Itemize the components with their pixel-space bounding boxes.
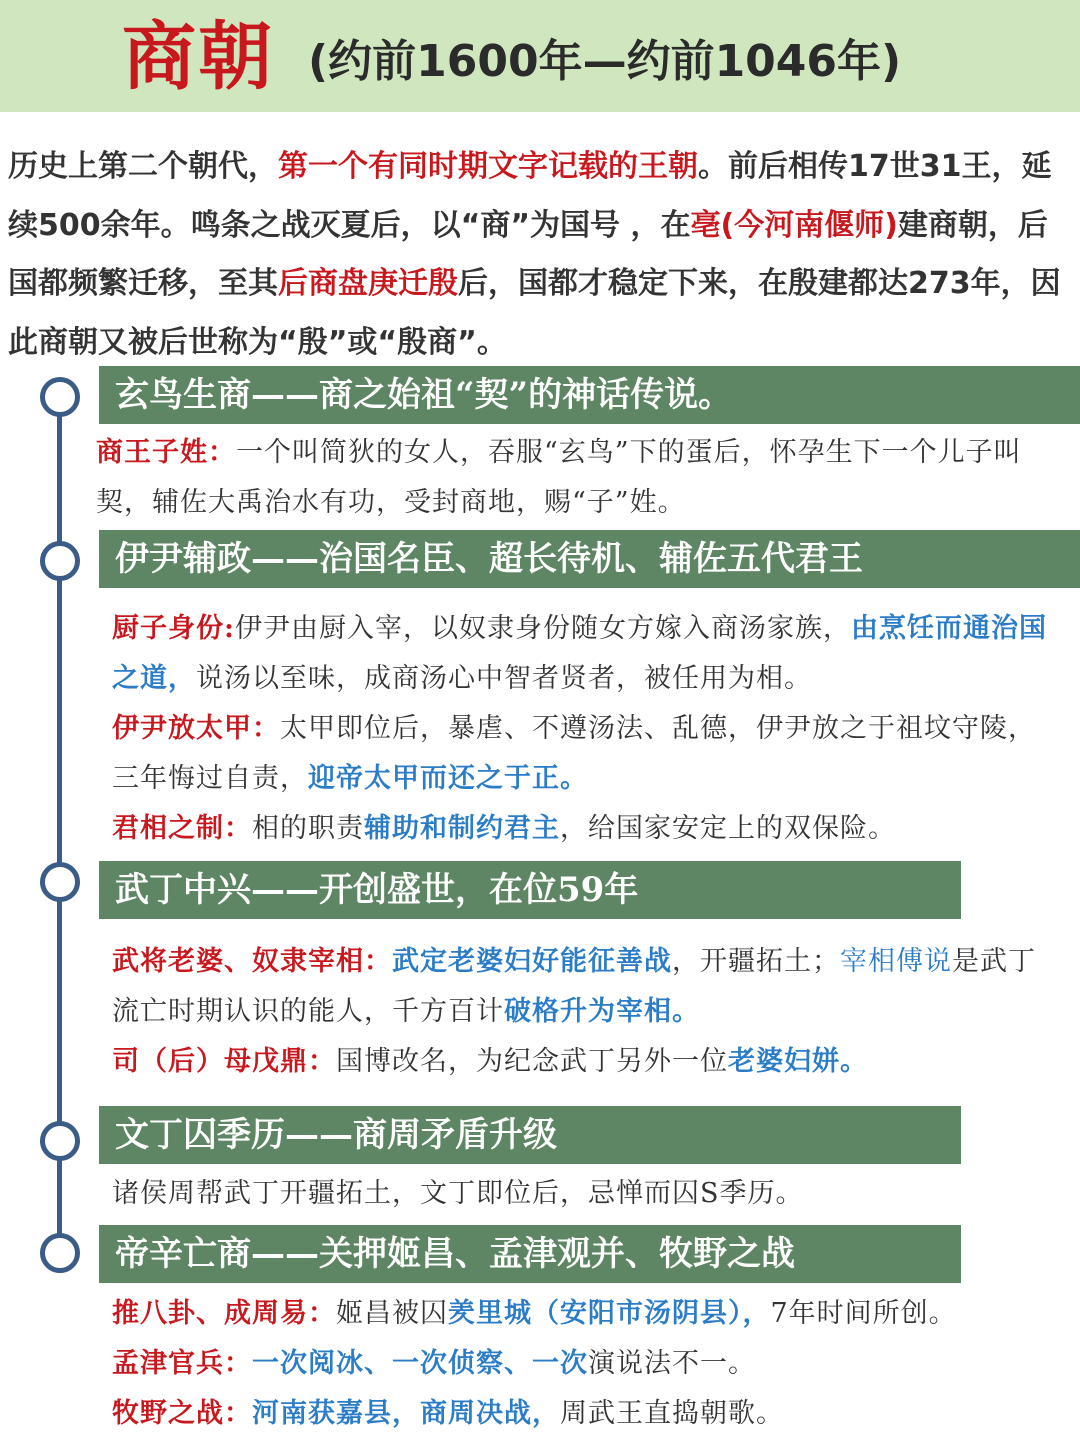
intro-highlight-3: 后商盘庚迁殷	[278, 266, 458, 301]
item-highlight: 宰相傅说	[840, 946, 952, 977]
item-highlight: 河南获嘉县，商周决战，	[252, 1398, 560, 1429]
section-title-4: 文丁囚季历——商周矛盾升级	[99, 1106, 961, 1164]
item-text: 国博改名，为纪念武丁另外一位	[336, 1046, 728, 1077]
item-text: 诸侯周帮武丁开疆拓土，文丁即位后，忌惮而囚S季历。	[112, 1178, 804, 1209]
section-1-body	[96, 428, 1064, 528]
list-item	[112, 1339, 1078, 1389]
item-text: 说汤以至味，成商汤心中智者贤者，被任用为相。	[196, 663, 812, 694]
item-label: 厨子身份:	[112, 613, 235, 644]
timeline-dot-5	[40, 1233, 80, 1273]
list-item	[112, 1289, 1078, 1339]
timeline-dot-1	[40, 377, 80, 417]
item-label: 伊尹放太甲：	[112, 713, 280, 744]
section-5-body	[112, 1289, 1078, 1439]
item-highlight: 老婆妇姘。	[728, 1046, 868, 1077]
item-text: 7年时间所创。	[770, 1298, 957, 1329]
header-banner	[0, 0, 1080, 112]
item-highlight: 由烹饪而通治国之道，	[112, 613, 1047, 694]
list-item	[112, 1037, 1062, 1087]
dynasty-years: (约前1600年—约前1046年)	[308, 36, 902, 87]
intro-text-4: 后，国都才稳定下来，在殷建都达273年，因此商朝又被后世称为“殷”或“殷商”。	[8, 266, 1061, 360]
list-item	[112, 704, 1062, 804]
item-highlight: 一次阅冰、一次侦察、一次	[252, 1348, 588, 1379]
section-2-body	[112, 604, 1062, 854]
item-text: 伊尹由厨入宰，以奴隶身份随女方嫁入商汤家族，	[234, 613, 851, 644]
intro-highlight-2: 亳(今河南偃师)	[690, 207, 898, 243]
item-label: 司（后）母戊鼎：	[112, 1046, 336, 1077]
item-label: 商王子姓：	[96, 437, 236, 468]
item-text: 相的职责	[252, 813, 364, 844]
section-4-body	[112, 1169, 1062, 1219]
item-text: 周武王直捣朝歌。	[560, 1398, 784, 1429]
dynasty-title: 商朝	[122, 14, 274, 100]
timeline-dot-4	[40, 1121, 80, 1161]
timeline-dot-2	[40, 541, 80, 581]
intro-text-2: 。前后相传17世31王，延续500余年。鸣条之战灭夏后，以“商”为国号 ，在	[8, 149, 1052, 243]
item-text: ，开疆拓土；	[672, 946, 840, 977]
list-item	[112, 1389, 1078, 1439]
item-text: 是武丁流亡时期认识的能人，千方百计	[112, 946, 1036, 1027]
item-highlight: 羑里城（安阳市汤阴县），	[448, 1298, 771, 1329]
item-label: 孟津官兵：	[112, 1348, 252, 1379]
item-text: 一个叫简狄的女人，吞服“玄鸟”下的蛋后，怀孕生下一个儿子叫契，辅佐大禹治水有功，受封商地，赐“子”姓。	[96, 437, 1022, 518]
intro-text-1: 历史上第二个朝代，	[8, 149, 278, 184]
item-text: ，给国家安定上的双保险。	[560, 813, 896, 844]
item-highlight: 辅助和制约君主	[364, 813, 560, 844]
section-title-2: 伊尹辅政——治国名臣、超长待机、辅佐五代君王	[99, 530, 1080, 588]
item-highlight: 迎帝太甲而还之于正。	[308, 763, 588, 794]
intro-highlight-1: 第一个有同时期文字记载的王朝	[278, 149, 698, 184]
item-label: 推八卦、成周易：	[112, 1298, 336, 1329]
item-text: 演说法不一。	[588, 1348, 756, 1379]
section-title-3: 武丁中兴——开创盛世，在位59年	[99, 861, 961, 919]
item-text: 姬昌被囚	[336, 1298, 448, 1329]
list-item	[112, 804, 1062, 854]
item-text: 太甲即位后，暴虐、不遵汤法、乱德，伊尹放之于祖坟守陵，三年悔过自责，	[112, 713, 1036, 794]
list-item	[112, 937, 1062, 1037]
section-3-body	[112, 937, 1062, 1087]
item-highlight: 武定老婆妇好能征善战	[392, 946, 672, 977]
list-item	[112, 604, 1062, 704]
intro-text-3: 建商朝，后国都频繁迁移，至其	[8, 207, 1048, 301]
intro-paragraph	[8, 138, 1074, 372]
item-label: 牧野之战：	[112, 1398, 252, 1429]
item-highlight: 破格升为宰相。	[504, 996, 700, 1027]
section-title-1: 玄鸟生商——商之始祖“契”的神话传说。	[99, 366, 1080, 424]
section-title-5: 帝辛亡商——关押姬昌、孟津观并、牧野之战	[99, 1225, 961, 1283]
item-label: 武将老婆、奴隶宰相：	[112, 946, 392, 977]
item-label: 君相之制：	[112, 813, 252, 844]
timeline-dot-3	[40, 862, 80, 902]
